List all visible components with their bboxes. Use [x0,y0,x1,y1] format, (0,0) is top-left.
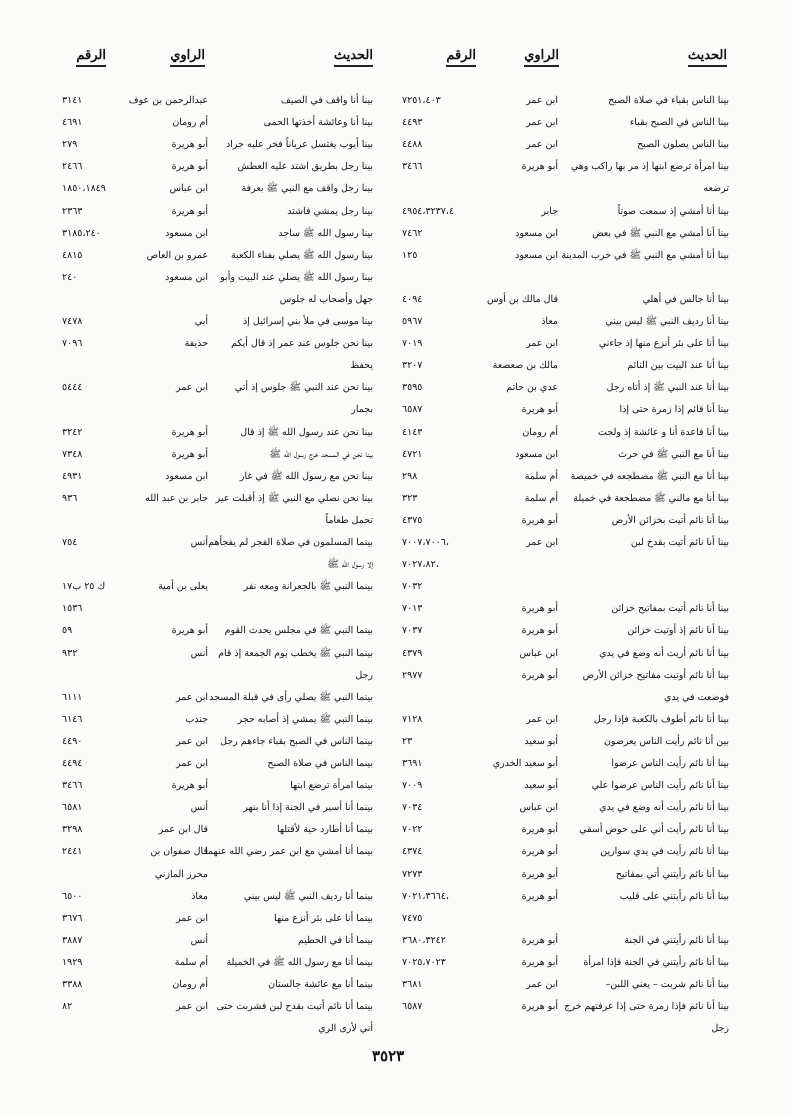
narrator-name: قال صفوان بن [150,846,208,858]
narrator-name: ابن مسعود [515,227,558,239]
narrator-name: معاذ [191,890,208,902]
hadith-number: ٧٠٣٧ [402,625,423,637]
hadith-text: بينا أنا نائم إذ أوتيت خزائن [627,625,729,637]
narrator-name: ابن عمر [176,691,208,703]
hadith-number: ٦٥٨١ [62,802,83,814]
narrator-name: ابن عباس [519,802,558,814]
hadith-text: بينا نحن جلوس عند عمر إذ قال أيكم [231,338,373,350]
hadith-text: بينما أنا أسير في الجنة إذا أنا بنهر [243,802,373,814]
narrator-name: أم رومان [172,117,208,129]
hadith-text: بينما النبي ﷺ يصلي رأى في قبلة المسجد [209,691,373,703]
hadith-text: بينا أنا نائم رأيت الناس عرضوا علي [591,780,729,792]
narrator-name: أبو هريرة [521,846,558,858]
header-hadith-left: الحديث [334,48,373,67]
hadith-text: بجمار [351,404,373,416]
hadith-text: بينا أنا نائم رأيت في يدي سوارين [600,846,729,858]
narrator-name: عدي بن حاتم [506,382,558,394]
narrator-name: ابن مسعود [165,271,208,283]
hadith-number: ٤٧٢١ [402,448,423,460]
header-rawi-right: الراوي [524,48,559,67]
narrator-name: أبو هريرة [521,514,558,526]
hadith-number: ١٢٥ [402,249,418,261]
header-raqm-left: الرقم [76,48,106,67]
hadith-text: بينا رسول الله ﷺ يصلي عند البيت وأبو [220,271,373,283]
narrator-name: معاذ [541,316,558,327]
hadith-text: بينا أنا مع النبي ﷺ مضطجعه في خميصة [570,470,729,482]
hadith-text: بينا رسول الله ﷺ يصلي بفناء الكعبة [231,249,373,261]
hadith-number: ٢٤٠ [62,271,78,283]
hadith-text: بينا أنا عند النبي ﷺ إذ أتاه رجل [606,382,729,394]
narrator-name: أم سلمة [524,492,558,504]
narrator-name: ابن عمر [526,117,558,129]
hadith-text: بينا أنا نائم أطوف بالكعبة فإذا رجل [593,713,729,725]
hadith-number: ٦٥٠٠ [62,890,83,902]
hadith-text: بينا أنا واقف في الصيف [280,95,373,106]
hadith-text: بينما أنا نائم أتيت بقدح لبن فشربت حتى [216,1001,373,1013]
hadith-number: ٣٥٩٥ [402,382,423,394]
hadith-number: ٣٤٦٦ [402,161,423,173]
narrator-name: أبو هريرة [521,161,558,173]
hadith-text: إلا رسول الله ﷺ [327,559,373,571]
hadith-number: ٤٩٥٤،٣٢٣٧،٤ [402,205,455,217]
hadith-text: بينا أنا أمشي إذ سمعت صوتاً [617,205,729,217]
narrator-name: أم سلمة [524,470,558,482]
hadith-text: بينا نحن مع رسول الله ﷺ في غار [239,470,373,482]
narrator-name: أم رومان [172,979,208,990]
hadith-text: رجل [355,669,373,681]
hadith-number: ٥٩ [62,625,73,637]
hadith-number: ٣٤٦٦ [62,780,83,792]
hadith-text: بينا أنا نائم فإذا زمرة حتى إذا عرفتهم خرج [564,1001,729,1013]
narrator-name: أبو هريرة [521,625,558,637]
hadith-number: ١٥٣٦ [62,603,83,615]
narrator-name: أبو سعيد [524,780,558,792]
hadith-text: يحفظ [350,360,373,372]
hadith-text: بينا أنا نائم رأيت الناس عرضوا [611,758,729,769]
hadith-number: ٣٢٠٧ [402,360,423,372]
hadith-number: ٤٣٧٩ [402,647,423,659]
hadith-number: ٦٥٨٧ [402,404,423,416]
narrator-name: أنس [190,537,208,548]
hadith-text: بينا رجل بطريق اشتد عليه العطش [237,161,373,173]
hadith-number: ٤٠٩٤ [402,293,423,305]
hadith-number: ٧٠٣٤ [402,802,423,814]
hadith-number: ٥٤٤٤ [62,382,83,394]
hadith-text: رجل [711,1023,729,1035]
hadith-text: بينما أنا أمشي مع ابن عمر رضي الله عنهما [205,846,373,858]
narrator-name: ابن مسعود [515,249,558,261]
hadith-text: بينا أنا نائم أتيت بخزائن الأرض [611,514,729,526]
hadith-number: ٢٩٧٧ [402,669,423,681]
hadith-text: بينما النبي ﷺ يمشي إذ أصابه حجر [237,713,373,725]
narrator-name: جندب [185,713,208,725]
narrator-name: أبو هريرة [521,890,558,902]
hadith-text: بينا أنا وعائشة أخذتها الحمى [263,117,373,129]
hadith-number: ٧٣٤٨ [62,448,83,460]
narrator-name: قال مالك بن أوس [487,293,558,305]
hadith-number: ٧٤٧٨ [62,316,83,327]
hadith-number: ٢٤٤١ [62,846,83,858]
hadith-text: بينا موسى في ملأ بني إسرائيل إذ [243,316,373,327]
hadith-text: بينا أنا نائم أتيت بمفاتيح خزائن [611,603,729,615]
hadith-number: ٧٠٠٧،٧٠٠٦، [402,537,449,548]
hadith-number: ٤١٤٣ [402,426,423,438]
hadith-number: ٧٠٩٦ [62,338,83,350]
hadith-text: بينا أنا نائم رأيتني على قليب [619,890,729,902]
hadith-text: بينما أنا مع رسول الله ﷺ في الخميلة [226,956,373,968]
hadith-number: ٤٤٨٨ [402,139,423,151]
narrator-name: أبو هريرة [171,780,208,792]
hadith-number: ٣٦٧٦ [62,912,83,924]
hadith-number: ٣٦٩١ [402,758,423,769]
hadith-text: بينا نحن نصلي مع النبي ﷺ إذ أقبلت عير [215,492,373,504]
narrator-name: أبو هريرة [171,139,208,151]
hadith-number: ٤٤٩٠ [62,735,83,747]
narrator-name: حذيفة [184,338,208,350]
hadith-number: ٨٢ [62,1001,73,1013]
hadith-number: ٩٣٦ [62,492,78,504]
narrator-name: أبي [194,316,208,327]
hadith-text: بينا أنا أمشي مع النبي ﷺ في خرب المدينة [561,249,729,261]
hadith-number: ٢٩٨ [402,470,418,482]
hadith-text: ترضعه [703,183,729,195]
narrator-name: ابن عباس [519,647,558,659]
hadith-text: بينما أنا مع عائشة جالستان [268,979,373,990]
hadith-text: بينما النبي ﷺ يخطب يوم الجمعة إذ قام [218,647,373,659]
hadith-number: ٤٦٩١ [62,117,83,129]
narrator-name: ابن عمر [176,912,208,924]
hadith-number: ك ٢٥ ب١٧ [62,581,106,593]
narrator-name: أبو سعيد [524,735,558,747]
hadith-number: ٧٤٦٢ [402,227,423,239]
hadith-number: ٧٤٧٥ [402,912,423,924]
hadith-text: بينا الناس يصلون الصبح [637,139,729,151]
hadith-text: بينا أنا رديف النبي ﷺ ليس بيني [605,316,729,327]
header-hadith-right: الحديث [688,48,727,67]
hadith-text: بينما امرأة ترضع ابنها [290,780,373,792]
hadith-text: تحمل طعاماً [325,514,373,526]
hadith-text: بين أنا نائم رأيت الناس يعرضون [603,735,729,747]
hadith-text: بينما أنا على بئر أنزع منها [274,912,373,924]
hadith-number: ٧٠٣٢ [402,581,423,593]
narrator-name: أبو هريرة [521,824,558,836]
hadith-number: ١٩٢٩ [62,956,83,968]
narrator-name: قال ابن عمر [158,824,208,836]
narrator-name: أبو هريرة [171,448,208,460]
hadith-number: ٢٤٦٦ [62,161,83,173]
hadith-text: بينا أنا مع مالني ﷺ مضطجعة في خميلة [573,492,729,504]
narrator-name: أم سلمة [174,956,208,968]
hadith-text: بينما الناس في صلاة الصبح [267,758,373,769]
narrator-name: ابن عمر [176,758,208,769]
hadith-number: ٤٩٣١ [62,470,83,482]
hadith-number: ٤٣٧٥ [402,514,423,526]
narrator-name: أبو هريرة [521,603,558,615]
hadith-text: بينما الناس في الصبح بقباء جاءهم رجل [220,735,373,747]
narrator-name: ابن عمر [526,338,558,350]
narrator-name: أبو هريرة [171,625,208,637]
narrator-name: أنس [190,647,208,659]
hadith-number: ٥٩٦٧ [402,316,423,327]
hadith-number: ٤٤٩٤ [62,758,83,769]
hadith-text: بينا رجل يمشي فاشتد [287,205,373,217]
hadith-number: ٧٢٧٣ [402,868,423,880]
narrator-name: عمرو بن العاص [146,249,208,261]
hadith-text: بينا أنا عند البيت بين النائم [627,360,729,372]
hadith-text: بينا نحن عند النبي ﷺ جلوس إذ أتي [234,382,373,394]
hadith-number: ٣١٨٥،٢٤٠ [62,227,101,239]
hadith-text: بينما أنا أطارد حية لأقتلها [276,824,373,836]
hadith-text: بينا أيوب يغتسل عرياناً فخر عليه جراد [226,139,373,151]
narrator-name: أبو هريرة [171,161,208,173]
hadith-number: ٦٥٨٧ [402,1001,423,1013]
hadith-text: بينا الناس بقباء في صلاة الصبح [608,95,729,106]
hadith-text: بينا أنا نائم أريت أنه وضع في يدي [599,647,729,659]
hadith-number: ٧٠٢٧،٨٢، [402,559,439,571]
narrator-name: أبو سعيد الخدري [492,758,558,769]
hadith-number: ٧٠١٩ [402,338,423,350]
hadith-text: بينا أنا نائم رأيتني في الجنة فإذا امرأة [583,956,729,968]
hadith-text: بينا أنا نائم رأيت أنه وضع في يدي [599,802,729,814]
narrator-name: محرز المازني [154,868,208,880]
hadith-number: ٢٣٦٣ [62,205,83,217]
narrator-name: أبو هريرة [521,934,558,946]
hadith-text: بينا أنا مع النبي ﷺ في حرث [618,448,729,460]
hadith-text: أني لأرى الري [318,1023,373,1035]
hadith-number: ٣٣٨٨ [62,979,83,990]
narrator-name: ابن مسعود [515,448,558,460]
hadith-number: ٣٢٤٢ [62,426,83,438]
hadith-number: ٧٥٤ [62,537,78,548]
hadith-number: ١٨٥٠،١٨٤٩ [62,183,106,195]
hadith-text: بينا أنا نائم أوتيت مفاتيح خزائن الأرض [582,669,729,681]
hadith-text: بينا أنا على بئر أنزع منها إذ جاءني [598,338,729,350]
narrator-name: أبو هريرة [521,1001,558,1013]
hadith-number: ٧٠١٣ [402,603,423,615]
hadith-number: ٤٣٧٤ [402,846,423,858]
hadith-number: ٦١٤٦ [62,713,83,725]
hadith-text: بينا أنا نائم أتيت بقدح لبن [630,537,729,548]
narrator-name: ابن مسعود [165,227,208,239]
hadith-number: ٧٠٢١،٣٦٦٤، [402,890,449,902]
narrator-name: أنس [190,934,208,946]
hadith-text: بينا أنا قاعدة أنا و عائشة إذ ولجت [597,426,729,438]
narrator-name: يعلى بن أمية [158,581,208,593]
hadith-number: ٩٣٢ [62,647,78,659]
hadith-number: ٣٢٩٨ [62,824,83,836]
hadith-number: ٣٢٣ [402,492,418,504]
page-number: ٣٥٢٣ [372,1047,405,1065]
hadith-number: ٧٠٢٥،٧٠٢٣ [402,956,446,968]
hadith-number: ٧١٢٨ [402,713,423,725]
hadith-text: بينا نحن عند رسول الله ﷺ إذ قال [240,426,373,438]
narrator-name: ابن مسعود [165,470,208,482]
hadith-text: جهل وأصحاب له جلوس [279,293,373,305]
narrator-name: ابن عمر [526,537,558,548]
hadith-text: بينما النبي ﷺ في مجلس يحدث القوم [224,625,373,637]
narrator-name: عبدالرحمن بن عوف [128,95,208,106]
hadith-number: ٤٨١٥ [62,249,83,261]
hadith-text: بينا رسول الله ﷺ ساجد [278,227,373,239]
narrator-name: ابن عمر [526,95,558,106]
header-raqm-right: الرقم [446,48,476,67]
hadith-text: بينا أنا قائم إذا زمرة حتى إذا [619,404,729,416]
narrator-name: أبو هريرة [521,868,558,880]
narrator-name: ابن عمر [176,382,208,394]
hadith-number: ٧٠٢٢ [402,824,423,836]
hadith-number: ٢٧٩ [62,139,78,151]
narrator-name: أبو هريرة [521,404,558,416]
hadith-number: ٢٣ [402,735,413,747]
narrator-name: أنس [190,802,208,814]
hadith-text: بينا الناس في الصبح بقباء [629,117,729,129]
hadith-number: ٣٨٨٧ [62,934,83,946]
hadith-text: بينا أنا نائم رأيت أني على حوض أسقي [579,824,729,836]
narrator-name: جابر [541,205,558,217]
narrator-name: ابن عمر [176,735,208,747]
narrator-name: أبو هريرة [171,426,208,438]
hadith-text: بينا أنا نائم رأيتني أتي بمفاتيح [615,868,729,880]
hadith-text: بينا امرأة ترضع ابنها إذ مر بها راكب وهي [570,161,729,173]
narrator-name: ابن عباس [169,183,208,195]
narrator-name: ابن عمر [526,713,558,725]
hadith-text: فوضعت في يدي [664,691,729,703]
hadith-number: ٣١٤١ [62,95,83,106]
hadith-text: بينما المسلمون في صلاة الفجر لم يفجأهم [208,537,373,548]
hadith-number: ٣٦٨٠،٣٢٤٢ [402,934,446,946]
hadith-text: بينا أنا جالس في أهلي [642,293,729,305]
narrator-name: أبو هريرة [521,669,558,681]
hadith-number: ٧٠٠٩ [402,780,423,792]
hadith-number: ٦١١١ [62,691,83,703]
narrator-name: ابن عمر [526,139,558,151]
narrator-name: جابر بن عبد الله [145,492,208,504]
hadith-text: بينما أنا رديف النبي ﷺ ليس بيني [243,890,373,902]
narrator-name: ابن عمر [176,1001,208,1013]
header-rawi-left: الراوي [170,48,205,67]
hadith-text: بينما أنا في الحطيم [297,934,373,946]
narrator-name: أم رومان [522,426,558,438]
hadith-number: ٧٢٥١،٤٠٣ [402,95,441,106]
narrator-name: أبو هريرة [521,956,558,968]
hadith-text: بينما النبي ﷺ بالجعرانة ومعه نفر [243,581,373,593]
narrator-name: ابن عمر [526,979,558,990]
narrator-name: مالك بن صعصعة [492,360,558,372]
hadith-number: ٤٤٩٣ [402,117,423,129]
hadith-text: بينا نحن في المسجد خرج رسول الله ﷺ [269,448,373,460]
hadith-text: بينا أنا نائم رأيتني في الجنة [624,934,729,946]
narrator-name: أبو هريرة [171,205,208,217]
hadith-text: بينا أنا نائم شربت – يعني اللبن– [605,979,729,990]
hadith-text: بينا أنا أمشي مع النبي ﷺ في بعض [592,227,729,239]
hadith-text: بينا رجل واقف مع النبي ﷺ بعرفة [241,183,373,195]
hadith-number: ٣٦٨١ [402,979,423,990]
